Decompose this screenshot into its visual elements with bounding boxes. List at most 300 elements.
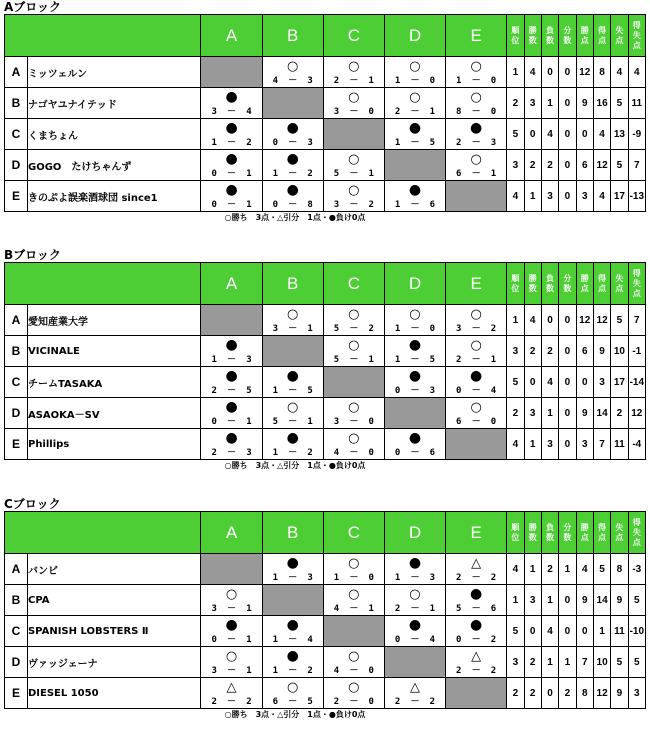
stat-value: 4 <box>507 429 524 460</box>
stat-value: 1 <box>541 88 558 119</box>
score-opponent: 5 <box>307 386 313 396</box>
block-1 <box>4 0 646 223</box>
score-dash: － <box>349 573 359 583</box>
match-result-cell <box>323 57 384 88</box>
stat-value: 12 <box>628 398 645 429</box>
score-own: 0 <box>394 635 401 645</box>
score-own: 3 <box>333 417 340 427</box>
stat-value: -4 <box>628 429 645 460</box>
score-own: 3 <box>333 200 340 210</box>
stat-value: 0 <box>576 119 593 150</box>
stat-header-char: 失 <box>615 273 624 283</box>
score-dash: － <box>410 200 420 210</box>
win-mark-icon: ○ <box>409 90 421 105</box>
stat-header-char: 位 <box>511 35 520 45</box>
column-header-a: A <box>201 263 262 305</box>
stat-value: 2 <box>524 647 541 678</box>
stat-value: 1 <box>524 181 541 212</box>
score-opponent: 3 <box>307 76 313 86</box>
match-score <box>385 136 445 148</box>
score-dash: － <box>227 200 237 210</box>
match-score <box>201 167 261 179</box>
stat-header <box>611 512 628 554</box>
score-own: 1 <box>456 76 462 86</box>
win-mark-icon: ○ <box>470 338 482 353</box>
stat-value: 2 <box>559 678 576 709</box>
stat-value: 3 <box>628 678 645 709</box>
match-result-cell <box>201 181 262 212</box>
score-dash: － <box>410 448 420 458</box>
win-mark-icon: ○ <box>348 680 360 695</box>
score-dash: － <box>227 666 237 676</box>
match-result-cell <box>262 678 323 709</box>
header-row <box>5 15 646 57</box>
stat-value: 9 <box>593 336 610 367</box>
score-own: 1 <box>394 76 401 86</box>
win-mark-icon: ○ <box>348 59 360 74</box>
loss-mark-icon: ● <box>408 120 422 136</box>
score-own: 1 <box>394 138 401 148</box>
stat-value: 1 <box>541 585 558 616</box>
table-row <box>5 305 646 336</box>
score-own: 3 <box>211 604 217 614</box>
loss-mark-icon: ● <box>286 430 299 446</box>
match-score <box>446 415 506 427</box>
win-mark-icon: ○ <box>348 400 360 415</box>
score-opponent: 1 <box>246 200 252 210</box>
match-result-cell <box>446 554 507 585</box>
score-own: 1 <box>211 138 217 148</box>
stat-header <box>507 15 524 57</box>
score-dash: － <box>471 76 481 86</box>
win-mark-icon: ○ <box>225 587 238 602</box>
score-own: 0 <box>272 200 279 210</box>
score-own: 4 <box>333 666 340 676</box>
self-match-cell <box>323 119 384 150</box>
stat-value: 9 <box>611 585 628 616</box>
stat-header-char: 得 <box>632 20 641 30</box>
stat-value: 0 <box>559 585 576 616</box>
block-title: Cブロック <box>4 497 61 511</box>
score-dash: － <box>349 355 359 365</box>
win-mark-icon: ○ <box>470 400 482 415</box>
score-own: 3 <box>211 666 217 676</box>
score-own: 1 <box>272 448 279 458</box>
self-match-cell <box>446 181 507 212</box>
stat-header-char: 得 <box>632 517 641 527</box>
match-score <box>446 602 506 614</box>
match-result-cell <box>201 336 262 367</box>
match-result-cell <box>201 150 262 181</box>
score-own: 2 <box>211 386 217 396</box>
match-result-cell <box>446 119 507 150</box>
team-name: 愛知産業大学 <box>27 305 201 336</box>
score-own: 4 <box>333 448 340 458</box>
stat-header <box>541 512 558 554</box>
score-dash: － <box>410 386 420 396</box>
stat-header-char: 点 <box>632 537 641 547</box>
win-mark-icon: ○ <box>470 59 482 74</box>
stat-value: 0 <box>524 119 541 150</box>
stat-header-char: 得 <box>632 268 641 278</box>
match-result-cell <box>446 57 507 88</box>
stat-value: 0 <box>541 57 558 88</box>
score-opponent: 0 <box>368 573 374 583</box>
score-opponent: 3 <box>307 573 313 583</box>
column-header-c: C <box>323 512 384 554</box>
score-own: 2 <box>456 666 462 676</box>
stat-value: 2 <box>507 398 524 429</box>
match-score <box>324 74 384 86</box>
score-own: 1 <box>272 386 279 396</box>
stat-header <box>559 512 576 554</box>
stat-value: 14 <box>593 398 610 429</box>
self-match-cell <box>323 367 384 398</box>
score-own: 6 <box>456 417 462 427</box>
match-score <box>446 633 506 645</box>
score-opponent: 0 <box>490 76 497 86</box>
draw-mark-icon: △ <box>471 556 482 571</box>
stat-value: 10 <box>611 336 628 367</box>
score-opponent: 6 <box>490 604 497 614</box>
match-result-cell <box>384 554 445 585</box>
score-own: 0 <box>211 169 217 179</box>
stat-header-char: 順 <box>511 522 520 532</box>
win-mark-icon: ○ <box>348 307 360 322</box>
self-match-cell <box>262 88 323 119</box>
table-row <box>5 616 646 647</box>
score-dash: － <box>227 635 237 645</box>
score-own: 6 <box>456 169 462 179</box>
match-result-cell <box>384 57 445 88</box>
score-own: 1 <box>394 324 401 334</box>
score-opponent: 1 <box>246 417 252 427</box>
score-opponent: 1 <box>368 355 374 365</box>
stat-header <box>559 15 576 57</box>
score-own: 6 <box>272 697 279 707</box>
match-result-cell <box>323 585 384 616</box>
self-match-cell <box>446 429 507 460</box>
score-own: 5 <box>333 169 340 179</box>
stat-value: 0 <box>559 367 576 398</box>
row-letter: D <box>5 150 28 181</box>
score-opponent: 3 <box>307 138 313 148</box>
loss-mark-icon: ● <box>286 182 299 198</box>
match-result-cell <box>446 305 507 336</box>
stat-value: 4 <box>611 57 628 88</box>
stat-header-char: 勝 <box>528 273 537 283</box>
match-result-cell <box>262 305 323 336</box>
stat-value: 5 <box>507 119 524 150</box>
score-own: 3 <box>456 324 462 334</box>
standings-table <box>4 511 646 709</box>
match-result-cell <box>323 150 384 181</box>
row-letter: A <box>5 57 28 88</box>
score-opponent: 2 <box>246 138 252 148</box>
score-opponent: 0 <box>429 76 436 86</box>
match-score <box>324 415 384 427</box>
win-mark-icon: ○ <box>287 680 299 695</box>
stat-value: 1 <box>593 616 610 647</box>
row-letter: B <box>5 585 28 616</box>
score-opponent: 4 <box>246 107 252 117</box>
stat-header-char: 点 <box>598 35 607 45</box>
match-result-cell <box>323 678 384 709</box>
team-header <box>5 263 201 305</box>
stat-value: 9 <box>611 678 628 709</box>
match-score <box>446 136 506 148</box>
match-score <box>263 633 323 645</box>
match-result-cell <box>262 554 323 585</box>
match-result-cell <box>201 647 262 678</box>
points-legend: ○勝ち 3点・△引分 1点・●負け0点 <box>224 710 366 719</box>
stat-value: 1 <box>524 554 541 585</box>
stat-value: 11 <box>611 616 628 647</box>
match-result-cell <box>446 398 507 429</box>
stat-header <box>507 263 524 305</box>
score-own: 4 <box>333 604 340 614</box>
stat-value: 4 <box>507 181 524 212</box>
stat-value: 12 <box>576 305 593 336</box>
match-result-cell <box>323 88 384 119</box>
loss-mark-icon: ● <box>286 120 299 136</box>
stat-value: 7 <box>628 150 645 181</box>
stat-header-char: 失 <box>615 522 624 532</box>
loss-mark-icon: ● <box>286 648 299 664</box>
stat-header-char: 点 <box>598 283 607 293</box>
stat-header-char: 位 <box>511 283 520 293</box>
score-opponent: 5 <box>307 697 313 707</box>
score-opponent: 1 <box>246 604 252 614</box>
self-match-cell <box>446 678 507 709</box>
stat-value: 0 <box>576 367 593 398</box>
team-name: ヴァッジェーナ <box>27 647 201 678</box>
stat-header-char: 失 <box>632 278 641 288</box>
team-name: SPANISH LOBSTERS Ⅱ <box>27 616 201 647</box>
score-opponent: 2 <box>490 635 497 645</box>
block-title: Bブロック <box>4 248 61 262</box>
score-opponent: 0 <box>490 417 497 427</box>
match-score <box>446 353 506 365</box>
match-score <box>201 384 261 396</box>
match-result-cell <box>446 88 507 119</box>
score-own: 2 <box>211 448 217 458</box>
stat-value: 2 <box>524 336 541 367</box>
stat-value: 7 <box>576 647 593 678</box>
table-row <box>5 367 646 398</box>
loss-mark-icon: ● <box>225 151 238 167</box>
match-result-cell <box>262 616 323 647</box>
match-result-cell <box>262 647 323 678</box>
score-opponent: 0 <box>368 417 374 427</box>
stat-value: 1 <box>559 647 576 678</box>
match-score <box>324 105 384 117</box>
score-dash: － <box>288 138 298 148</box>
stat-value: 0 <box>559 119 576 150</box>
team-header <box>5 15 201 57</box>
match-result-cell <box>323 429 384 460</box>
match-result-cell <box>323 181 384 212</box>
stat-value: 9 <box>576 88 593 119</box>
score-dash: － <box>288 697 298 707</box>
stat-header-char: 数 <box>528 35 537 45</box>
stat-header <box>628 15 645 57</box>
table-row <box>5 398 646 429</box>
team-name: きのぷよ誤楽酒球団 since1 <box>27 181 201 212</box>
match-score <box>446 571 506 583</box>
score-dash: － <box>288 76 298 86</box>
points-legend: ○勝ち 3点・△引分 1点・●負け0点 <box>224 461 366 470</box>
row-letter: D <box>5 398 28 429</box>
score-opponent: 1 <box>429 107 436 117</box>
stat-value: 0 <box>559 429 576 460</box>
score-dash: － <box>349 448 359 458</box>
stat-value: 3 <box>541 429 558 460</box>
match-score <box>263 198 323 210</box>
score-opponent: 4 <box>490 386 497 396</box>
stat-value: 2 <box>524 150 541 181</box>
match-result-cell <box>262 57 323 88</box>
score-dash: － <box>349 604 359 614</box>
score-dash: － <box>410 604 420 614</box>
loss-mark-icon: ● <box>225 120 238 136</box>
win-mark-icon: ○ <box>287 307 299 322</box>
stat-value: 12 <box>576 57 593 88</box>
loss-mark-icon: ● <box>408 368 422 384</box>
win-mark-icon: ○ <box>409 587 421 602</box>
stat-header-char: 数 <box>546 283 555 293</box>
stat-value: 2 <box>541 554 558 585</box>
stat-value: 4 <box>507 554 524 585</box>
points-legend: ○勝ち 3点・△引分 1点・●負け0点 <box>224 213 366 222</box>
score-dash: － <box>471 666 481 676</box>
score-dash: － <box>227 448 237 458</box>
stat-value: 5 <box>611 647 628 678</box>
stat-value: 0 <box>559 150 576 181</box>
score-dash: － <box>410 697 420 707</box>
column-header-e: E <box>446 512 507 554</box>
stat-header-char: 点 <box>580 283 589 293</box>
match-score <box>263 446 323 458</box>
score-opponent: 0 <box>368 666 374 676</box>
score-dash: － <box>288 386 298 396</box>
header-row <box>5 263 646 305</box>
stat-value: -13 <box>628 181 645 212</box>
match-score <box>324 664 384 676</box>
match-score <box>385 695 445 707</box>
score-dash: － <box>471 386 481 396</box>
match-result-cell <box>446 336 507 367</box>
stat-value: 1 <box>559 554 576 585</box>
match-score <box>385 571 445 583</box>
match-result-cell <box>323 647 384 678</box>
loss-mark-icon: ● <box>470 586 483 602</box>
score-own: 2 <box>394 697 401 707</box>
score-own: 2 <box>456 138 462 148</box>
column-header-e: E <box>446 15 507 57</box>
standings-table <box>4 262 646 460</box>
score-dash: － <box>227 386 237 396</box>
stat-value: 11 <box>628 88 645 119</box>
stat-value: 1 <box>524 429 541 460</box>
win-mark-icon: ○ <box>225 649 238 664</box>
score-own: 0 <box>211 417 217 427</box>
stat-value: 1 <box>541 398 558 429</box>
stat-header-char: 勝 <box>580 273 589 283</box>
self-match-cell <box>201 305 262 336</box>
stat-value: 4 <box>593 181 610 212</box>
score-own: 5 <box>333 355 340 365</box>
score-dash: － <box>288 169 298 179</box>
stat-header-char: 点 <box>632 40 641 50</box>
team-name: チームTASAKA <box>27 367 201 398</box>
stat-header <box>541 15 558 57</box>
stat-value: 3 <box>524 88 541 119</box>
score-dash: － <box>410 573 420 583</box>
team-name: VICINALE <box>27 336 201 367</box>
score-opponent: 2 <box>307 448 313 458</box>
score-dash: － <box>349 169 359 179</box>
stat-header <box>524 512 541 554</box>
match-result-cell <box>262 398 323 429</box>
score-dash: － <box>227 355 237 365</box>
stat-value: 3 <box>541 181 558 212</box>
stat-value: 0 <box>559 57 576 88</box>
stat-header-char: 点 <box>632 288 641 298</box>
score-dash: － <box>288 324 298 334</box>
score-dash: － <box>410 355 420 365</box>
stat-value: 0 <box>541 305 558 336</box>
score-dash: － <box>349 200 359 210</box>
win-mark-icon: ○ <box>348 431 360 446</box>
stat-value: 0 <box>559 181 576 212</box>
score-opponent: 1 <box>307 324 313 334</box>
stat-value: -1 <box>628 336 645 367</box>
score-opponent: 1 <box>490 355 497 365</box>
team-name: CPA <box>27 585 201 616</box>
team-name: くまちょん <box>27 119 201 150</box>
stat-header-char: 勝 <box>528 25 537 35</box>
stat-value: 11 <box>611 429 628 460</box>
stat-header <box>611 15 628 57</box>
match-score <box>263 415 323 427</box>
match-score <box>263 695 323 707</box>
team-header <box>5 512 201 554</box>
score-dash: － <box>410 138 420 148</box>
score-opponent: 1 <box>490 169 497 179</box>
stat-value: 12 <box>593 150 610 181</box>
match-result-cell <box>384 585 445 616</box>
stat-header-char: 数 <box>528 532 537 542</box>
match-score <box>446 167 506 179</box>
score-opponent: 8 <box>307 200 313 210</box>
score-opponent: 4 <box>429 635 436 645</box>
column-header-a: A <box>201 512 262 554</box>
stat-header-char: 得 <box>598 273 607 283</box>
stat-value: -10 <box>628 616 645 647</box>
score-dash: － <box>227 697 237 707</box>
match-score <box>263 384 323 396</box>
stat-value: 0 <box>524 367 541 398</box>
stat-header-char: 分 <box>563 25 572 35</box>
self-match-cell <box>262 585 323 616</box>
score-dash: － <box>349 697 359 707</box>
stat-header <box>559 263 576 305</box>
score-own: 2 <box>211 697 217 707</box>
score-own: 8 <box>456 107 462 117</box>
stat-header-char: 順 <box>511 25 520 35</box>
match-result-cell <box>201 429 262 460</box>
